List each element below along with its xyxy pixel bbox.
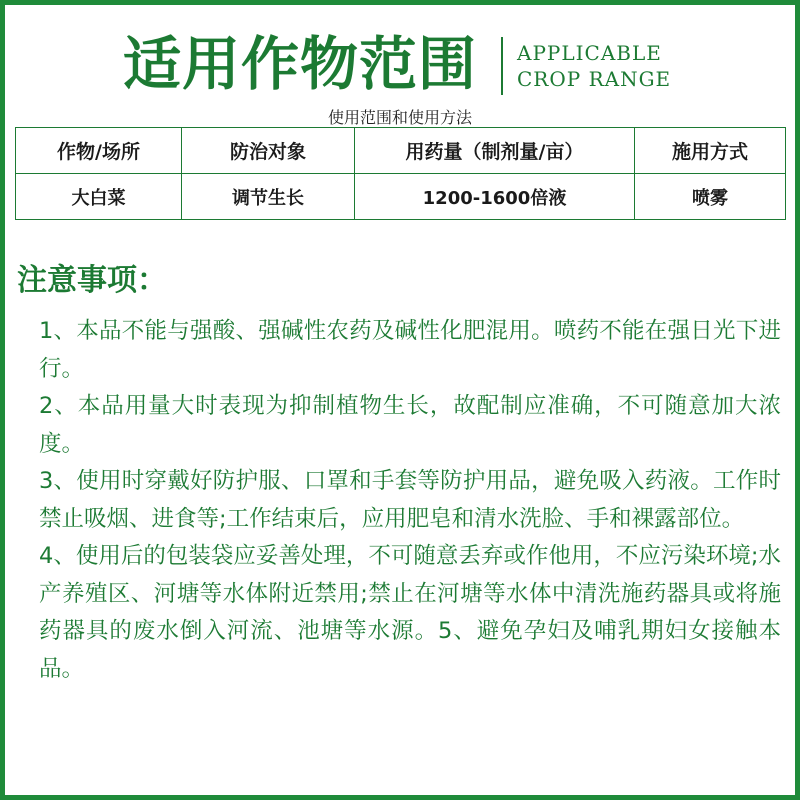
cell-crop: 大白菜 [16, 174, 182, 220]
table-header-row [16, 128, 786, 174]
note-item-1: 1、本品不能与强酸、强碱性农药及碱性化肥混用。喷药不能在强日光下进行。 [39, 318, 781, 382]
cell-dosage: 1200-1600倍液 [355, 174, 635, 220]
page-title: 适用作物范围 [123, 30, 478, 98]
crop-table [15, 127, 786, 220]
english-title-line2: CROP RANGE [517, 67, 672, 91]
title-divider [501, 37, 503, 95]
header [5, 23, 795, 105]
subtitle: 使用范围和使用方法 [327, 108, 472, 127]
cell-method: 喷雾 [635, 174, 786, 220]
note-item-2: 2、本品用量大时表现为抑制植物生长，故配制应准确，不可随意加大浓度。 [39, 393, 781, 457]
column-header-target: 防治对象 [182, 128, 355, 174]
english-title [517, 40, 671, 92]
label-card [5, 5, 795, 795]
notes-title: 注意事项： [17, 263, 167, 298]
cell-target: 调节生长 [182, 174, 355, 220]
notes-list [39, 313, 781, 688]
table-row [16, 174, 786, 220]
english-title-line1: APPLICABLE [517, 41, 662, 65]
column-header-method: 施用方式 [635, 128, 786, 174]
column-header-crop: 作物/场所 [16, 128, 182, 174]
column-header-dosage: 用药量（制剂量/亩） [355, 128, 635, 174]
note-item-3: 3、使用时穿戴好防护服、口罩和手套等防护用品，避免吸入药液。工作时禁止吸烟、进食等;工作结束后，应用肥皂和清水洗脸、手和裸露部位。 [39, 468, 781, 532]
note-item-4: 4、使用后的包装袋应妥善处理，不可随意丢弃或作他用，不应污染环境;水产养殖区、河塘等水体附近禁用;禁止在河塘等水体中清洗施药器具或将施药器具的废水倒入河流、池塘等水源。5、避免孕妇及哺乳期妇女接触本品。 [39, 543, 781, 682]
